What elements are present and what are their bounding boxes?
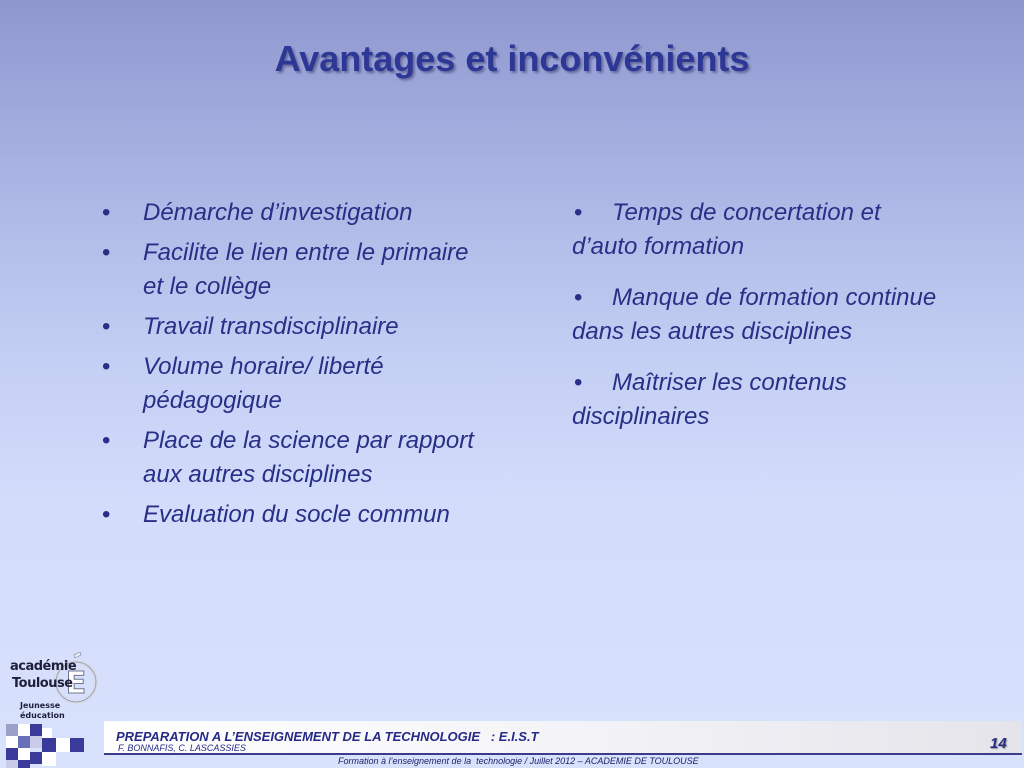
logo-toulouse-text: Toulouse (12, 676, 73, 691)
disadvantage-text: Maîtriser les contenus disciplinaires (572, 369, 847, 430)
advantage-text: Place de la science par rapport aux autres disciplines (143, 427, 474, 488)
footer-divider (104, 753, 1022, 755)
academy-logo (6, 640, 102, 768)
list-item (100, 196, 480, 230)
bullet-icon: • (102, 239, 111, 266)
list-item (100, 236, 480, 304)
advantage-text: Démarche d’investigation (143, 199, 413, 226)
svg-text:E: E (65, 666, 87, 701)
bullet-icon: • (102, 353, 111, 380)
list-item (572, 196, 952, 264)
logo-education-text: éducation (20, 711, 65, 720)
logo-academie-text: académie (10, 659, 77, 674)
bullet-icon: • (574, 199, 583, 226)
disadvantage-text: Manque de formation continue dans les autres disciplines (572, 284, 937, 345)
list-item (100, 350, 480, 418)
disadvantages-column (572, 196, 952, 451)
list-item (100, 498, 480, 532)
checker-decoration (6, 724, 86, 768)
advantages-list (100, 196, 480, 532)
list-item (572, 366, 952, 434)
advantage-text: Travail transdisciplinaire (143, 313, 399, 340)
advantage-text: Volume horaire/ liberté pédagogique (143, 353, 384, 414)
slide-title: Avantages et inconvénients (274, 38, 750, 79)
bullet-icon: • (102, 501, 111, 528)
list-item (572, 281, 952, 349)
disadvantage-text: Temps de concertation et d’auto formation (572, 199, 881, 260)
advantage-text: Evaluation du socle commun (143, 501, 450, 528)
bullet-icon: • (574, 284, 583, 311)
advantage-text: Facilite le lien entre le primaire et le collège (143, 239, 469, 300)
bullet-icon: • (102, 427, 111, 454)
footer-title: PREPARATION A L’ENSEIGNEMENT DE LA TECHNOLOGIE : E.I.S.T (116, 729, 539, 744)
list-item (100, 310, 480, 344)
bullet-icon: • (102, 313, 111, 340)
advantages-column (100, 196, 480, 538)
list-item (100, 424, 480, 492)
logo-jeunesse-text: Jeunesse (20, 701, 61, 710)
bullet-icon: • (102, 199, 111, 226)
page-number: 14 (990, 735, 1007, 752)
footer-caption: Formation à l’enseignement de la technologie / Juillet 2012 – ACADEMIE DE TOULOUSE (338, 756, 699, 766)
footer-authors: F. BONNAFIS, C. LASCASSIES (118, 743, 246, 753)
bullet-icon: • (574, 369, 583, 396)
